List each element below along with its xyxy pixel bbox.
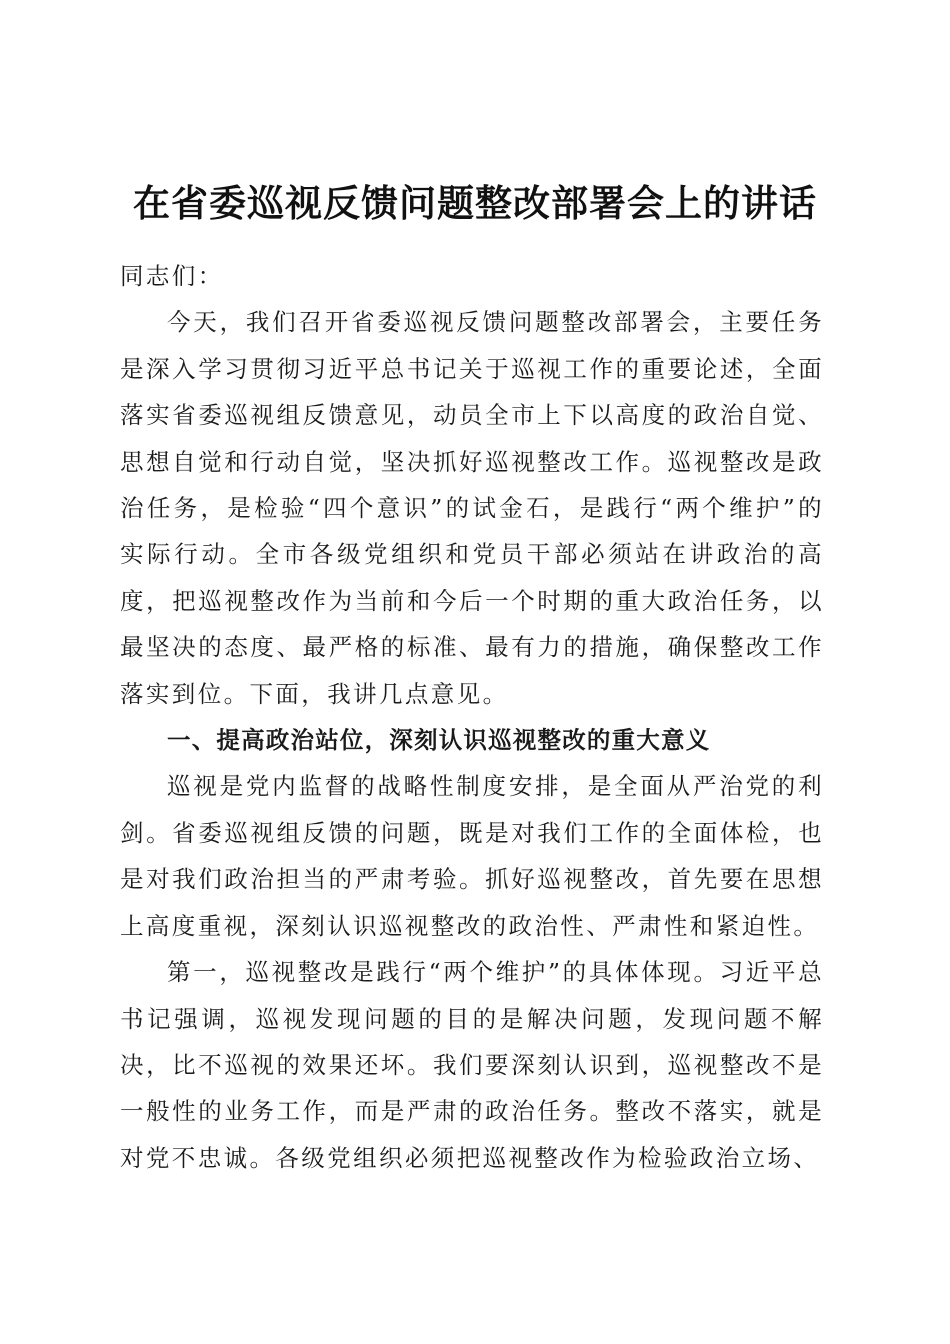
intro-paragraph: 今天，我们召开省委巡视反馈问题整改部署会，主要任务是深入学习贯彻习近平总书记关于巡视工作的重要论述，全面落实省委巡视组反馈意见，动员全市上下以高度的政治自觉、思想自觉和行动自觉，坚决抓好巡视整改工作。巡视整改是政治任务，是检验“四个意识”的试金石，是践行“两个维护”的实际行动。全市各级党组织和党员干部必须站在讲政治的高度，把巡视整改作为当前和今后一个时期的重大政治任务，以最坚决的态度、最严格的标准、最有力的措施，确保整改工作落实到位。下面，我讲几点意见。 bbox=[120, 308, 824, 708]
section-heading: 一、提高政治站位，深刻认识巡视整改的重大意义 bbox=[167, 726, 711, 755]
document-title: 在省委巡视反馈问题整改部署会上的讲话 bbox=[133, 181, 817, 225]
document-body bbox=[120, 253, 824, 1181]
section-paragraph: 巡视是党内监督的战略性制度安排，是全面从严治党的利剑。省委巡视组反馈的问题，既是对我们工作的全面体检，也是对我们政治担当的严肃考验。抓好巡视整改，首先要在思想上高度重视，深刻认识巡视整改的政治性、严肃性和紧迫性。 bbox=[120, 772, 824, 940]
salutation: 同志们： bbox=[120, 262, 224, 290]
section-paragraph: 第一，巡视整改是践行“两个维护”的具体体现。习近平总书记强调，巡视发现问题的目的是解决问题，发现问题不解决，比不巡视的效果还坏。我们要深刻认识到，巡视整改不是一般性的业务工作，而是严肃的政治任务。整改不落实，就是对党不忠诚。各级党组织必须把巡视整改作为检验政治立场、 bbox=[120, 958, 824, 1172]
